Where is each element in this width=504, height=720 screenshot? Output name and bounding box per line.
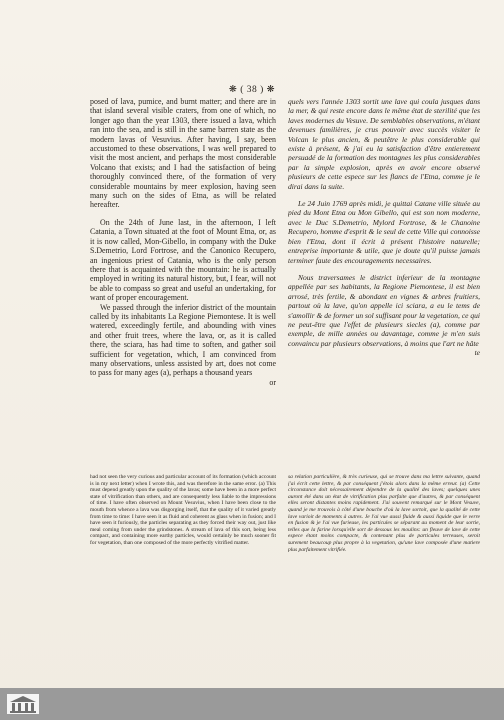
english-column [90, 97, 276, 387]
english-footnotes [90, 474, 276, 547]
french-paragraph-2: Le 24 Juin 1769 après midi, je quittai Catane ville située au pied du Mont Etna ou Mon Gibello, qui est son nom moderne, avec le Duc S.Demetrio, Mylord Fortrose, & le Chanoine Recupero, homme d'esprit & le seul de cette Ville qui connoisse bien l'Etna, dont il écrit à présent l'histoire naturelle; entreprise importante & utile, que je doute qu'il puisse jamais terminer faute des encouragements necessaires. [288, 199, 480, 265]
english-footnotes-text: had not seen the very curious and particular account of its formation (which account is in my next letter) when I wrote this, and was therefore in the same error. (a) This must depend greatly upon the quality of the lavas; some have been in a more perfect state of vitrification than others, and are consequently less liable to the impressions of time. I have often observed on Mount Vesuvius, when I have been close to the mouth from whence a lava was disgorging itself, that the quality of it varied greatly from time to time: I have seen it as fluid and coherent as glass when in fusion; and I have seen it furiously, the particles separating as they forced their way out, just like meal coming from under the grindstones. A stream of lava of this sort, being less compact, and containing more earthy particles, would certainly be much sooner fit for vegetation, than one composed of the more perfectly vitrified matter. [90, 474, 276, 546]
french-column [288, 97, 480, 358]
french-paragraph-3: Nous traversames le district inferieur de la montagne appellée par ses habitants, la Regione Piemontese, il est bien arrosé, très fertile, & abondant en vignes & arbres fruitiers, partout où la lave, qu'on appelle ici sciara, a eu le tems de s'amollir & de former un sol suffisant pour la vegetation, ce qui ne peut-être que l'effet de plusieurs siecles (a), comme par exemple, de mille années ou davantage, comme je m'en suis convaincu par plusieurs observations, à moins que l'art ne hâte [288, 272, 480, 348]
french-footnotes [288, 474, 480, 553]
french-paragraph-1: quels vers l'année 1303 sortit une lave qui coula jusques dans la mer, & qui reste encore dans le même état de sterilité que les laves modernes du Vesuve. De semblables observations, m'étant devenues familières, je crus pouvoir avec succès visiter le Volcan le plus ancien, & peutêtre le plus considerable qui existe à présent, & j'ai eu la satisfaction d'être entierement persuadé de la formation des montagnes les plus considerables par la simple explosion, après en avoir encore observé plusieurs de cette espece sur les flancs de l'Etna, comme je le dirai dans la suite. [288, 97, 480, 191]
ornament-right: ❋ [266, 85, 276, 95]
page-header [0, 84, 504, 95]
page-number: ( 38 ) [240, 85, 264, 95]
english-paragraph-1: posed of lava, pumice, and burnt matter; and there are in that island several visible craters, from one of which, no longer ago than the year 1303, there issued a lava, which ran into the sea, and is still in the same barren state as the modern lavas of Vesuvius. After having, I say, been accustomed to these observations, I was well prepared to visit the most ancient, and perhaps the most considerable Volcano that exists; and I had the satisfaction of being thoroughly convinced there, of the formation of very considerable mountains by meer explosion, having seen many such on the sides of Etna, as will be related hereafter. [90, 97, 276, 210]
french-catchword: te [474, 348, 480, 358]
viewer-footer-bar [0, 688, 504, 720]
english-paragraph-3: We passed through the inferior district of the mountain called by its inhabitants La Regione Piemontese. It is well watered, exceedingly fertile, and abounding with vines and other fruit trees, where the lava, or, as it is called there, the sciara, has had time to soften, and gather soil sufficient for vegetation, which, I am convinced from many observations, unless assisted by art, does not come to pass for many ages (a), perhaps a thousand years [90, 302, 276, 378]
english-paragraph-2: On the 24th of June last, in the afternoon, I left Catania, a Town situated at the foot of Mount Etna, or, as it is now called, Mon-Gibello, in company with the Duke S.Demetrio, Lord Fortrose, and the Canonico Recupero, an ingenious priest of Catania, who is the only person there that is acquainted with the mountain: he is actually employed in writing its natural history, but, I fear, will not be able to compass so great and useful an undertaking, for want of proper encouragement. [90, 217, 276, 303]
english-catchword: or [269, 377, 276, 387]
french-footnotes-text: sa relation particulière, & très curieuse, qui se trouve dans ma lettre suivante, quand j'ai écrit cette lettre, & par conséquent j'étois alors dans la même erreur. (a) Cette circonstance doit nécessairement dépendre de la qualité des laves; quelques unes auront été dans un état de vitrification plus parfaite que d'autres, & par conséquent elles seront distantes moins rapidement. J'ai souvent remarqué sur le Mont Vesuve, quand je me trouvois à côté d'une bouche d'où la lave sortoit, que la qualité de cette lave varioit de moments à autres. Je l'ai vue aussi fluide & aussi liquide que le verre en fusion & je l'ai vue furieuse, les particules se séparant au moment de leur sortie, telles que la farine lorsqu'elle sort de dessous les moulins: un fleuve de lave de cette espece étant moins compacte, & contenant plus de particules terreuses, seroit surement beaucoup plus propre à la vegetation, qu'une lave composée d'une matiere plus parfaitement vitrifiée. [288, 474, 480, 553]
ornament-left: ❋ [228, 85, 238, 95]
library-logo-icon [6, 692, 40, 716]
